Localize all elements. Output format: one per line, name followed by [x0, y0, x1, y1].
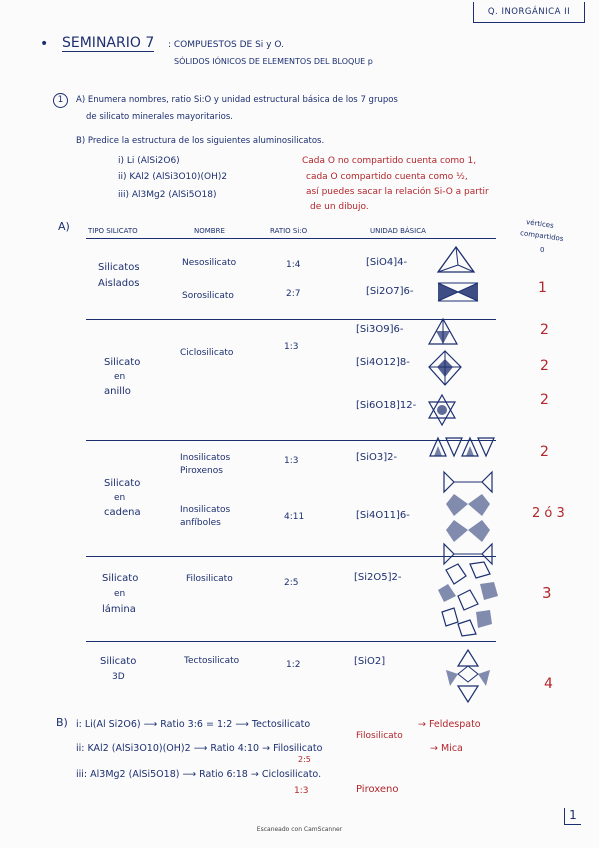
b-line-2-red: → Mica — [430, 743, 463, 754]
header-unidad: UNIDAD BÁSICA — [370, 227, 426, 235]
vert-ciclo-3: 2 — [540, 392, 549, 408]
unidad-anfiboles: [Si4O11]6- — [356, 510, 410, 521]
sheet-icon — [436, 560, 500, 638]
question-b-item-1: i) Li (AlSi2O6) — [118, 156, 180, 166]
tipo-anillo-2: en — [114, 372, 126, 382]
bowtie-icon — [436, 282, 480, 302]
chain-icon — [428, 434, 498, 460]
nombre-tecto: Tectosilicato — [184, 656, 240, 666]
vert-ciclo-2: 2 — [540, 358, 549, 374]
course-badge: Q. INORGÁNICA II — [473, 2, 585, 23]
row-divider-3 — [86, 556, 496, 557]
tipo-cadena-3: cadena — [104, 507, 141, 518]
b-red-piroxeno: Piroxeno — [356, 784, 399, 795]
nombre-neso: Nesosilicato — [182, 258, 237, 268]
bullet-dot: • — [40, 36, 49, 52]
header-line — [86, 238, 496, 239]
b-line-1: i: Li(Al Si2O6) ⟶ Ratio 3:6 = 1:2 ⟶ Tectosilicato — [76, 719, 311, 730]
seminar-title: SEMINARIO 7 — [62, 35, 155, 51]
unidad-ciclo-1: [Si3O9]6- — [356, 324, 404, 335]
scanner-footer: Escaneado con CamScanner — [256, 826, 343, 833]
unidad-ciclo-2: [Si4O12]8- — [356, 357, 410, 368]
tipo-lamina-1: Silicato — [102, 573, 139, 584]
ratio-anfiboles: 4:11 — [284, 512, 305, 522]
tipo-lamina-3: lámina — [102, 604, 136, 615]
b-sub-1: 2:5 — [298, 755, 311, 764]
question-b-text: B) Predice la estructura de los siguientes aluminosilicatos. — [76, 136, 325, 146]
page-number: 1 — [564, 808, 581, 825]
ratio-neso: 1:4 — [286, 260, 301, 270]
b-sub-2: 1:3 — [294, 786, 309, 796]
unidad-piroxenos: [SiO3]2- — [356, 452, 398, 463]
vert-ciclo-1: 2 — [540, 322, 549, 338]
ratio-piroxenos: 1:3 — [284, 456, 299, 466]
red-note-1: Cada O no compartido cuenta como 1, — [302, 156, 477, 166]
ratio-soro: 2:7 — [286, 289, 301, 299]
question-b-item-2: ii) KAl2 (AlSi3O10)(OH)2 — [118, 172, 228, 182]
header-tipo: TIPO SILICATO — [88, 227, 138, 235]
section-b-label: B) — [56, 716, 68, 729]
tipo-anillo-1: Silicato — [104, 357, 141, 368]
vert-anfiboles: 2 ó 3 — [532, 506, 565, 521]
tetrahedron-icon — [436, 246, 476, 274]
row-divider-4 — [86, 641, 496, 642]
header-vertices-3: 0 — [540, 246, 545, 254]
tipo-aislados-1: Silicatos — [98, 262, 140, 273]
header-vertices-2: compartidos — [519, 229, 564, 243]
b-line-3: iii: Al3Mg2 (AlSi5O18) ⟶ Ratio 6:18 → Ciclosilicato. — [76, 769, 322, 780]
question-a-text-2: de silicato minerales mayoritarios. — [86, 112, 233, 122]
tipo-anillo-3: anillo — [104, 386, 131, 397]
b-line-2: ii: KAl2 (AlSi3O10)(OH)2 ⟶ Ratio 4:10 → Filosilicato — [76, 743, 323, 754]
red-note-2: cada O compartido cuenta como ½, — [306, 172, 468, 182]
tipo-lamina-2: en — [114, 589, 126, 599]
question-number: 1 — [53, 93, 68, 108]
title-line-1: : COMPUESTOS DE Si y O. — [168, 40, 284, 50]
tipo-3d-1: Silicato — [100, 656, 137, 667]
b-line-1-red: → Feldespato — [418, 719, 481, 730]
ring6-icon — [426, 394, 458, 426]
title-line-2: SÓLIDOS IÓNICOS DE ELEMENTOS DEL BLOQUE p — [174, 57, 373, 66]
header-nombre: NOMBRE — [194, 227, 225, 235]
nombre-anfiboles: Inosilicatos anfíboles — [180, 505, 231, 528]
vert-aislados: 1 — [538, 280, 547, 296]
unidad-filo: [Si2O5]2- — [354, 572, 402, 583]
unidad-tecto: [SiO2] — [354, 656, 386, 667]
ring3-icon — [428, 318, 458, 346]
red-note-3: así puedes sacar la relación Si-O a partir — [306, 187, 489, 197]
tipo-aislados-2: Aislados — [98, 278, 140, 289]
ratio-filo: 2:5 — [284, 578, 299, 588]
red-note-4: de un dibujo. — [310, 202, 369, 212]
vert-piroxenos: 2 — [540, 444, 549, 460]
section-a-label: A) — [58, 220, 70, 233]
nombre-ciclo: Ciclosilicato — [180, 348, 234, 358]
question-b-item-3: iii) Al3Mg2 (AlSi5O18) — [118, 190, 217, 200]
header-vertices-1: vértices — [525, 218, 555, 230]
ring4-icon — [428, 350, 462, 386]
tipo-cadena-2: en — [114, 493, 126, 503]
double-chain-icon — [436, 470, 500, 566]
unidad-soro: [Si2O7]6- — [366, 286, 414, 297]
nombre-soro: Sorosilicato — [182, 291, 234, 301]
vert-filo: 3 — [542, 584, 552, 602]
question-a-text: A) Enumera nombres, ratio Si:O y unidad estructural básica de los 7 grupos — [76, 95, 398, 105]
header-ratio: RATIO Si:O — [270, 227, 308, 235]
nombre-filo: Filosilicato — [186, 574, 233, 584]
framework-icon — [440, 648, 496, 704]
tipo-3d-2: 3D — [112, 672, 125, 682]
unidad-neso: [SiO4]4- — [366, 257, 408, 268]
nombre-piroxenos: Inosilicatos Piroxenos — [180, 453, 231, 476]
ratio-tecto: 1:2 — [286, 660, 301, 670]
tipo-cadena-1: Silicato — [104, 478, 141, 489]
b-line-2-red-above: Filosilicato — [356, 731, 403, 741]
ratio-ciclo: 1:3 — [284, 342, 299, 352]
unidad-ciclo-3: [Si6O18]12- — [356, 400, 417, 411]
vert-tecto: 4 — [544, 676, 553, 692]
